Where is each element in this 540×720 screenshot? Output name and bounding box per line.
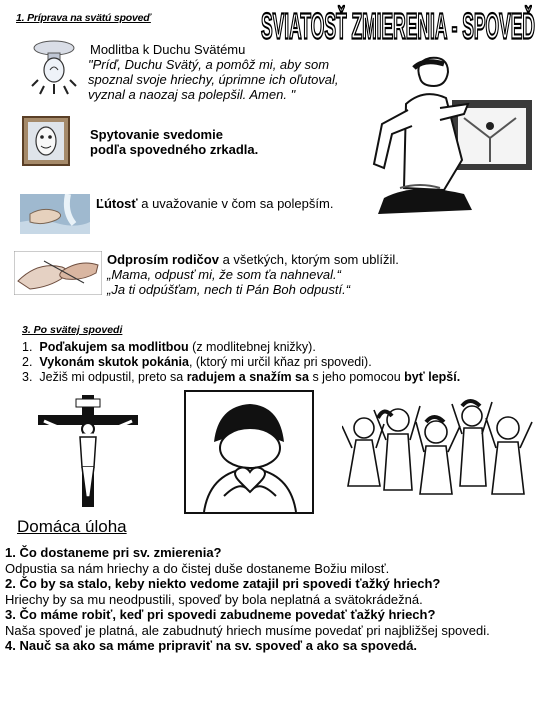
answer-3: Naša spoveď je platná, ale zabudnutý hriech musíme povedať pri najbližšej spovedi. [5,622,490,638]
question-4: 4. Nauč sa ako sa máme pripraviť na sv. spoveď a ako sa spovedá. [5,638,418,653]
child-heart-illustration [184,390,314,514]
section-title-preparation: 1. Príprava na svätú spoveď [16,12,151,24]
answer-2: Hriechy by sa mu neodpustili, spoveď by bola neplatná a svätokrádežná. [5,591,423,607]
page-title-text: SVIATOSŤ ZMIERENIA - SPOVEĎ [261,5,535,46]
handshake-icon [14,251,102,295]
answer-1: Odpustia sa nám hriechy a do čistej duše dostaneme Božiu milosť. [5,560,390,576]
kneeling-man-illustration [360,48,538,228]
step-contrition: Ľútosť a uvažovanie v čom sa polepším. [96,196,334,211]
lightbulb-lamp-icon [28,36,80,98]
crucifix-illustration [36,393,140,509]
washing-hands-icon [20,194,90,234]
prayer-line-1: "Príď, Duchu Svätý, a pomôž mi, aby som [88,57,330,72]
list-item: 2. Vykonám skutok pokánia, (ktorý mi určil kňaz pri spovedi). [22,355,372,369]
prayer-intro: Modlitba k Duchu Svätému [90,42,246,57]
prayer-block [88,42,339,102]
page-title [258,2,538,46]
prayer-line-3: vyznal a naozaj sa polepšil. Amen. " [88,87,296,102]
list-item: 3. Ježiš mi odpustil, preto sa radujem a snažím sa s jeho pomocou byť lepší. [22,370,461,384]
question-3: 3. Čo máme robiť, keď pri spovedi zabudneme povedať ťažký hriech? [5,607,436,622]
homework-title: Domáca úloha [17,517,127,536]
list-item: 1. Poďakujem sa modlitbou (z modlitebnej knižky). [22,340,316,354]
homework-questions [5,545,490,654]
step-examination: Spytovanie svedomie podľa spovedného zrkadla. [90,127,259,157]
question-2: 2. Čo by sa stalo, keby niekto vedome zatajil pri spovedi ťažký hriech? [5,576,441,591]
after-confession-list [22,340,460,385]
step-apology: Odprosím rodičov a všetkých, ktorým som ublížil. „Mama, odpusť mi, že som ťa nahneval.“ „Ja ti odpúšťam, nech ti Pán Boh odpustí.“ [107,252,399,297]
question-1: 1. Čo dostaneme pri sv. zmierenia? [5,545,222,560]
section-title-after-confession: 3. Po svätej spovedi [22,324,123,336]
mirror-icon [22,116,70,166]
happy-children-illustration [342,392,538,514]
prayer-line-2: spoznal svoje hriechy, úprimne ich oľutoval, [88,72,339,87]
